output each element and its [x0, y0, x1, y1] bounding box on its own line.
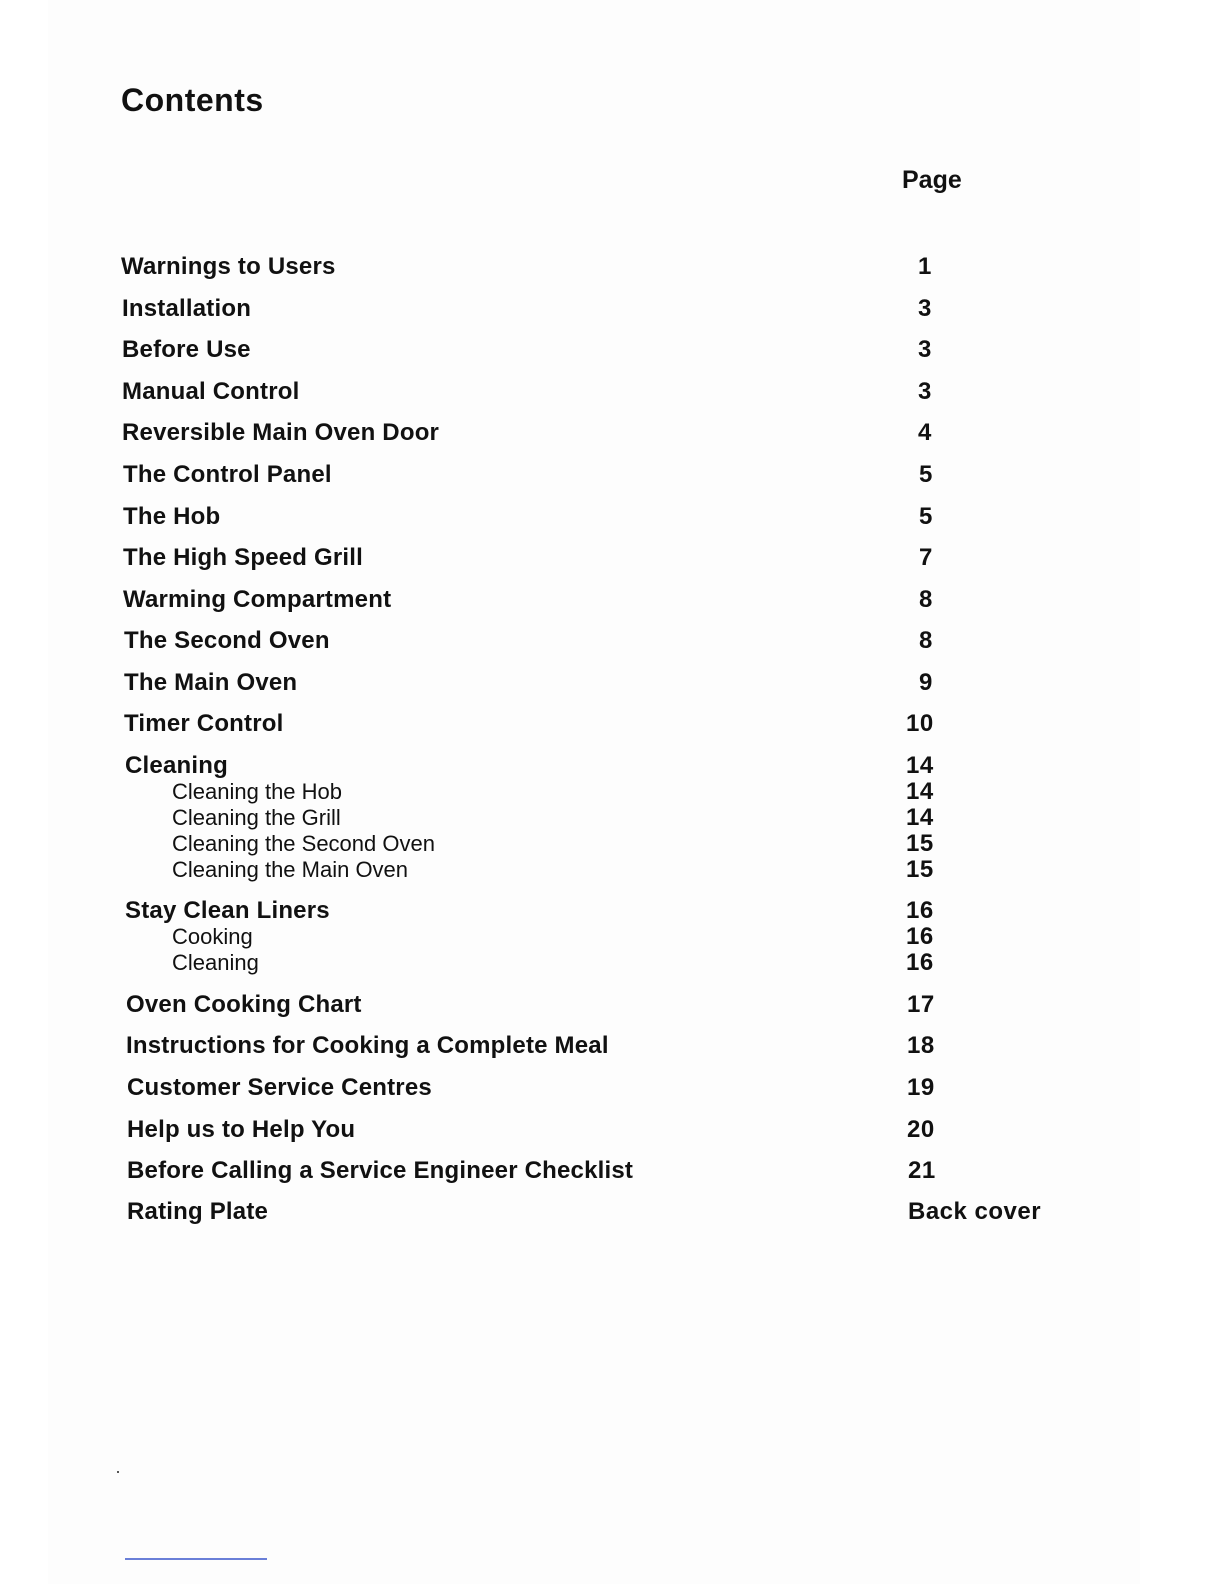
toc-entry-warnings-to-users[interactable] [0, 252, 1224, 282]
toc-entry-label: Reversible Main Oven Door [122, 419, 440, 446]
toc-entry-page: 8 [919, 627, 933, 654]
page-title: Contents [121, 82, 264, 118]
toc-entry-label: Customer Service Centres [127, 1074, 432, 1101]
toc-entry-customer-service-centres[interactable] [0, 1073, 1224, 1103]
toc-entry-label: The Control Panel [123, 461, 332, 488]
toc-entry-page: 3 [918, 336, 932, 363]
toc-entry-page: Back cover [908, 1198, 1042, 1225]
toc-subentry-label: Cleaning the Hob [172, 779, 343, 804]
toc-entry-manual-control[interactable] [0, 377, 1224, 407]
toc-subentry-label: Cleaning the Second Oven [172, 831, 435, 856]
toc-subentry-page: 16 [906, 949, 934, 976]
scan-speck [117, 1471, 119, 1473]
toc-entry-page: 19 [907, 1074, 935, 1101]
toc-entry-label: Warming Compartment [123, 586, 392, 613]
toc-entry-stay-clean-liners[interactable] [0, 896, 1224, 926]
toc-entry-page: 18 [907, 1032, 935, 1059]
toc-entry-reversible-main-oven-door[interactable] [0, 418, 1224, 448]
toc-entry-instructions-for-cooking-a-complete-meal[interactable] [0, 1031, 1224, 1061]
toc-entry-label: Manual Control [122, 378, 300, 405]
toc-entry-label: The Hob [123, 503, 221, 530]
toc-entry-the-second-oven[interactable] [0, 626, 1224, 656]
toc-entry-page: 14 [906, 752, 934, 779]
toc-entry-page: 16 [906, 897, 934, 924]
toc-subentry-label: Cooking [172, 924, 253, 949]
toc-subentry-page: 15 [906, 830, 934, 857]
toc-entry-the-main-oven[interactable] [0, 668, 1224, 698]
toc-entry-page: 21 [908, 1157, 936, 1184]
toc-entry-before-use[interactable] [0, 335, 1224, 365]
toc-subentry-cleaning-the-main-oven[interactable] [0, 857, 1224, 883]
toc-entry-label: Cleaning [125, 752, 228, 779]
toc-entry-the-control-panel[interactable] [0, 460, 1224, 490]
toc-subentry-page: 16 [906, 923, 934, 950]
toc-subentry-cooking[interactable] [0, 924, 1224, 950]
toc-entry-label: Installation [122, 295, 252, 322]
toc-entry-label: Stay Clean Liners [125, 897, 330, 924]
toc-entry-help-us-to-help-you[interactable] [0, 1115, 1224, 1145]
toc-entry-page: 17 [907, 991, 935, 1018]
toc-entry-label: The Second Oven [124, 627, 330, 654]
toc-entry-page: 5 [919, 461, 933, 488]
toc-entry-the-hob[interactable] [0, 502, 1224, 532]
page-column-header: Page [902, 166, 962, 194]
toc-subentry-cleaning-the-hob[interactable] [0, 779, 1224, 805]
toc-entry-warming-compartment[interactable] [0, 585, 1224, 615]
toc-subentry-page: 14 [906, 778, 934, 805]
toc-entry-page: 9 [919, 669, 933, 696]
toc-entry-label: Instructions for Cooking a Complete Meal [126, 1032, 609, 1059]
toc-entry-page: 7 [919, 544, 933, 571]
toc-entry-cleaning[interactable] [0, 751, 1224, 781]
toc-entry-label: Timer Control [124, 710, 284, 737]
toc-subentry-cleaning[interactable] [0, 950, 1224, 976]
toc-subentry-label: Cleaning the Main Oven [172, 857, 409, 882]
toc-entry-label: Before Calling a Service Engineer Checklist [127, 1157, 634, 1184]
toc-entry-page: 10 [906, 710, 934, 737]
toc-subentry-cleaning-the-grill[interactable] [0, 805, 1224, 831]
toc-entry-before-calling-a-service-engineer-checklist[interactable] [0, 1156, 1224, 1186]
toc-entry-page: 3 [918, 295, 932, 322]
toc-entry-rating-plate[interactable] [0, 1197, 1224, 1227]
toc-entry-label: Help us to Help You [127, 1116, 356, 1143]
toc-entry-label: The High Speed Grill [123, 544, 364, 571]
toc-entry-label: Warnings to Users [121, 253, 336, 280]
toc-entry-the-high-speed-grill[interactable] [0, 543, 1224, 573]
toc-entry-page: 1 [918, 253, 932, 280]
toc-subentry-label: Cleaning the Grill [172, 805, 341, 830]
toc-entry-installation[interactable] [0, 294, 1224, 324]
toc-entry-label: Rating Plate [127, 1198, 269, 1225]
toc-entry-label: The Main Oven [124, 669, 298, 696]
toc-entry-page: 4 [918, 419, 932, 446]
toc-entry-oven-cooking-chart[interactable] [0, 990, 1224, 1020]
toc-entry-page: 5 [919, 503, 933, 530]
toc-subentry-cleaning-the-second-oven[interactable] [0, 831, 1224, 857]
footer-rule [125, 1558, 267, 1560]
toc-subentry-page: 14 [906, 804, 934, 831]
toc-entry-page: 3 [918, 378, 932, 405]
toc-entry-timer-control[interactable] [0, 709, 1224, 739]
toc-entry-label: Oven Cooking Chart [126, 991, 362, 1018]
toc-subentry-label: Cleaning [172, 950, 259, 975]
toc-entry-page: 8 [919, 586, 933, 613]
toc-entry-page: 20 [907, 1116, 935, 1143]
toc-subentry-page: 15 [906, 856, 934, 883]
toc-entry-label: Before Use [122, 336, 251, 363]
